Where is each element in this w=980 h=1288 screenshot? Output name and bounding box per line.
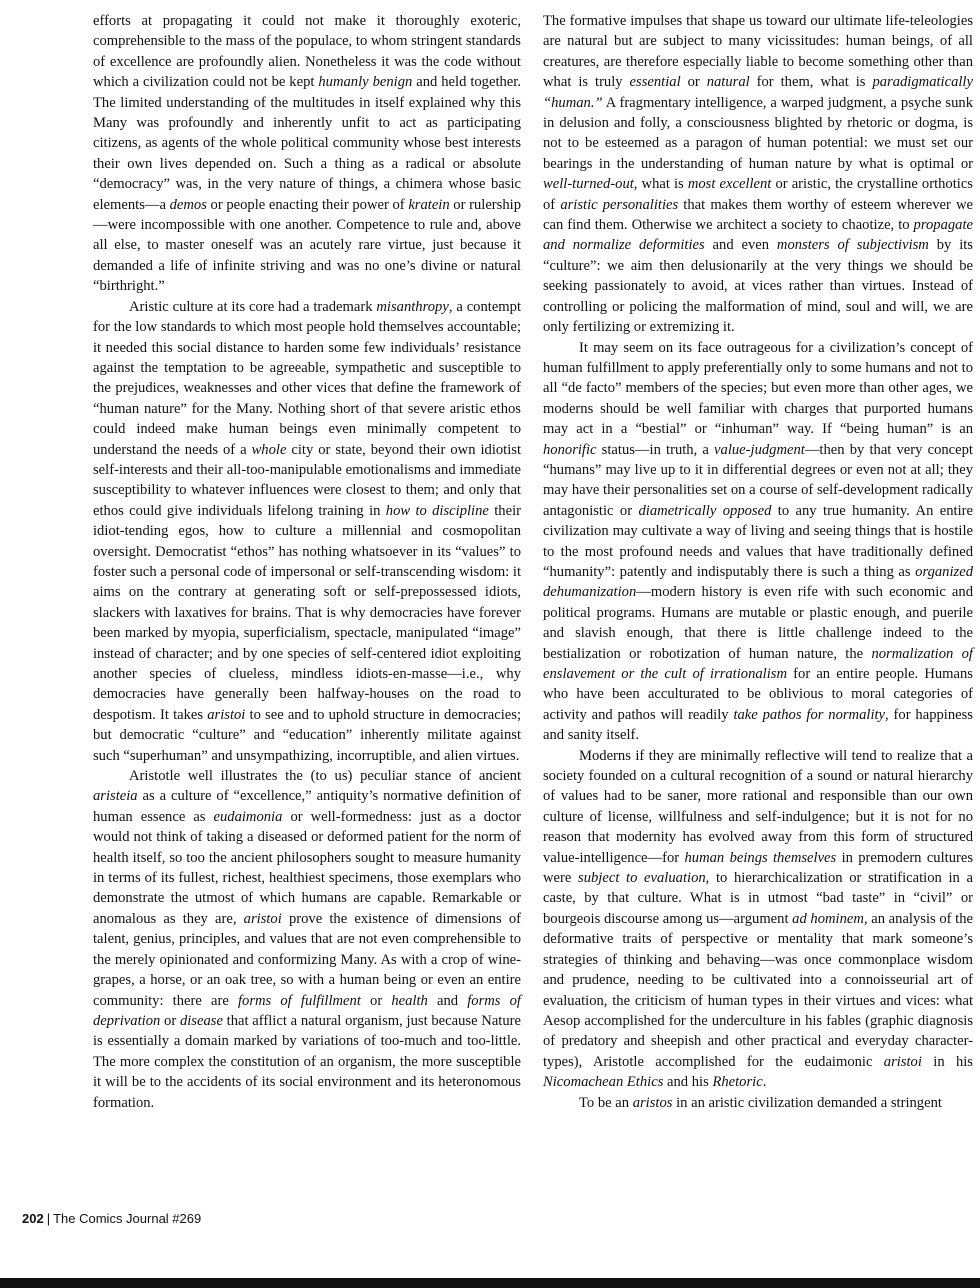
page-number: 202: [22, 1211, 44, 1226]
paragraph: Moderns if they are minimally reflective will tend to realize that a society founded on a cultural recognition of a sound or natural hierarchy of values had to be saner, more rational and responsible than our own culture of license, willfulness and self-indulgence; but it is not for no reason that modernity has evolved away from this form of structured value-intelligence—for human beings themselves in premodern cultures were subject to evaluation, to hierarchicalization or stratification in a caste, by that culture. What is in utmost “bad taste” in “civil” or bourgeois discourse among us—argument ad hominem, an analysis of the deformative traits of perspective or mentality that mark someone’s strategies of thinking and behaving—was once commonplace wisdom and prudence, needing to be cultivated into a connoisseurial art of evaluation, the criticism of human types in their virtues and vices: what Aesop accomplished for the underculture in his fables (graphic diagnosis of predatory and sheepish and other practical and everyday character-types), Aristotle accomplished for the eudaimonic aristoi in his Nicomachean Ethics and his Rhetoric.: [543, 747, 974, 1091]
publication-title: The Comics Journal #269: [53, 1211, 202, 1226]
paragraph: The formative impulses that shape us toward our ultimate life-teleologies are natural but are subject to many vicissitudes: human beings, of all creatures, are therefore especially liable to become something other than what is truly essential or natural for them, what is paradigmatically “human.” A fragmentary intelligence, a warped judgment, a psyche sunk in delusion and folly, a consciousness blighted by rhetoric or dogma, is not to be esteemed as a paragon of human potential: we must set our bearings in the understanding of human nature by what is optimal or well-turned-out, what is most excellent or aristic, the crystalline orthotics of aristic personalities that makes them worthy of esteem wherever we can find them. Otherwise we architect a society to chaotize, to propagate and normalize deformities and even monsters of subjectivism by its “culture”: we aim then delusionarily at the very things we should be seeking passionately to avoid, at vices rather than virtues. Instead of controlling or policing the malformation of mind, soul and will, we are only fertilizing or extremizing it.: [543, 13, 973, 336]
page-footer: [22, 1211, 201, 1226]
footer-separator: |: [46, 1211, 51, 1226]
paragraph: Aristic culture at its core had a trademark misanthropy, a contempt for the low standards to which most people hold themselves accountable; it needed this social distance to harden some few individuals’ resistance against the temptation to be agreeable, sympathetic and susceptible to the prejudices, weaknesses and other vices that define the framework of “human nature” for the Many. Nothing short of that severe aristic ethos could indeed make human beings even minimally competent to understand the needs of a whole city or state, beyond their own idiotist self-interests and their all-too-manipulable emotionalisms and immediate susceptibility to whatever influences were closest to them; and only that ethos could give individuals lifelong training in how to discipline their idiot-tending egos, how to culture a millennial and cosmopolitan oversight. Democratist “ethos” has nothing whatsoever in its “values” to foster such a personal code of impersonal or self-transcending wisdom: it aims on the contrary at generating soft or self-prepossessed idiots, slackers with laxatives for brains. That is why democracies have forever been marked by myopia, superficialism, spectacle, manipulated “image” instead of character; and by one species of self-centered idiot exploiting another species of clueless, mindless idiots-en-masse—i.e., why democracies have generally been halfway-houses on the road to despotism. It takes aristoi to see and to uphold structure in democracies; but democratic “culture” and “education” inherently militate against such “superhuman” and unsympathizing, incorruptible, and alien virtues.: [93, 298, 522, 764]
bottom-rule: [0, 1278, 980, 1288]
paragraph: It may seem on its face outrageous for a civilization’s concept of human fulfillment to apply preferentially only to some humans and not to all “de facto” members of the species; but even more than other ages, we moderns should be well familiar with charges that purported humans may act in a “bestial” or “inhuman” way. If “being human” is an honorific status—in truth, a value-judgment—then by that very concept “humans” may live up to it in differential degrees or even not at all; they may have their personalities set on a course of self-development radically antagonistic or diametrically opposed to any true humanity. An entire civilization may cultivate a way of living and seeing things that is hostile to the most profound needs and values that have traditionally defined “humanity”: patently and indisputably there is such a thing as organized dehumanization—modern history is even rife with such economic and political programs. Humans are mutable or plastic enough, and puerile and slavish enough, that there is little challenge indeed to the bestialization or robotization of human nature, the normalization of enslavement or the cult of irrationalism for an entire people. Humans who have been acculturated to be oblivious to moral categories of activity and pathos will readily take pathos for normality, for happiness and sanity itself.: [543, 339, 973, 744]
right-column: [543, 11, 973, 1113]
paragraph: efforts at propagating it could not make it thoroughly exoteric, comprehensible to the mass of the populace, to whom stringent standards of excellence are profoundly alien. Nonetheless it was the code without which a civilization could not be kept humanly benign and held together. The limited understanding of the multitudes in itself explained why this Many was profoundly and inherently unfit to act as participating citizens, as agents of the whole political community whose best interests their own lives depended on. Such a thing as a radical or absolute “democracy” was, in the very nature of things, a chimera whose basic elements—a demos or people enacting their power of kratein or rulership—were incompossible with one another. Competence to rule and, above all else, to master oneself was an acutely rare virtue, just because it demanded a life of infinite striving and was no one’s divine or natural “birthright.”: [93, 13, 521, 295]
left-column: [93, 11, 521, 1113]
paragraph: To be an aristos in an aristic civilization demanded a stringent: [579, 1094, 942, 1111]
paragraph: Aristotle well illustrates the (to us) peculiar stance of ancient aristeia as a culture of “excellence,” antiquity’s normative definition of human essence as eudaimonia or well-formedness: just as a doctor would not think of taking a diseased or deformed patient for the norm of health itself, so too the ancient philosophers sought to measure humanity in terms of its fullest, richest, healthiest specimens, those exemplars who demonstrate the utmost of which humans are capable. Remarkable or anomalous as they are, aristoi prove the existence of dimensions of talent, genius, principles, and values that are not even comprehensible to the merely opinionated and conformizing Many. As with a crop of wine-grapes, a horse, or an oak tree, so with a human being or even an entire community: there are forms of fulfillment or health and forms of deprivation or disease that afflict a natural organism, just because Nature is essentially a domain marked by variations of too-much and too-little. The more complex the constitution of an organism, the more susceptible it will be to the accidents of its social environment and its heteronomous formation.: [93, 768, 521, 1111]
